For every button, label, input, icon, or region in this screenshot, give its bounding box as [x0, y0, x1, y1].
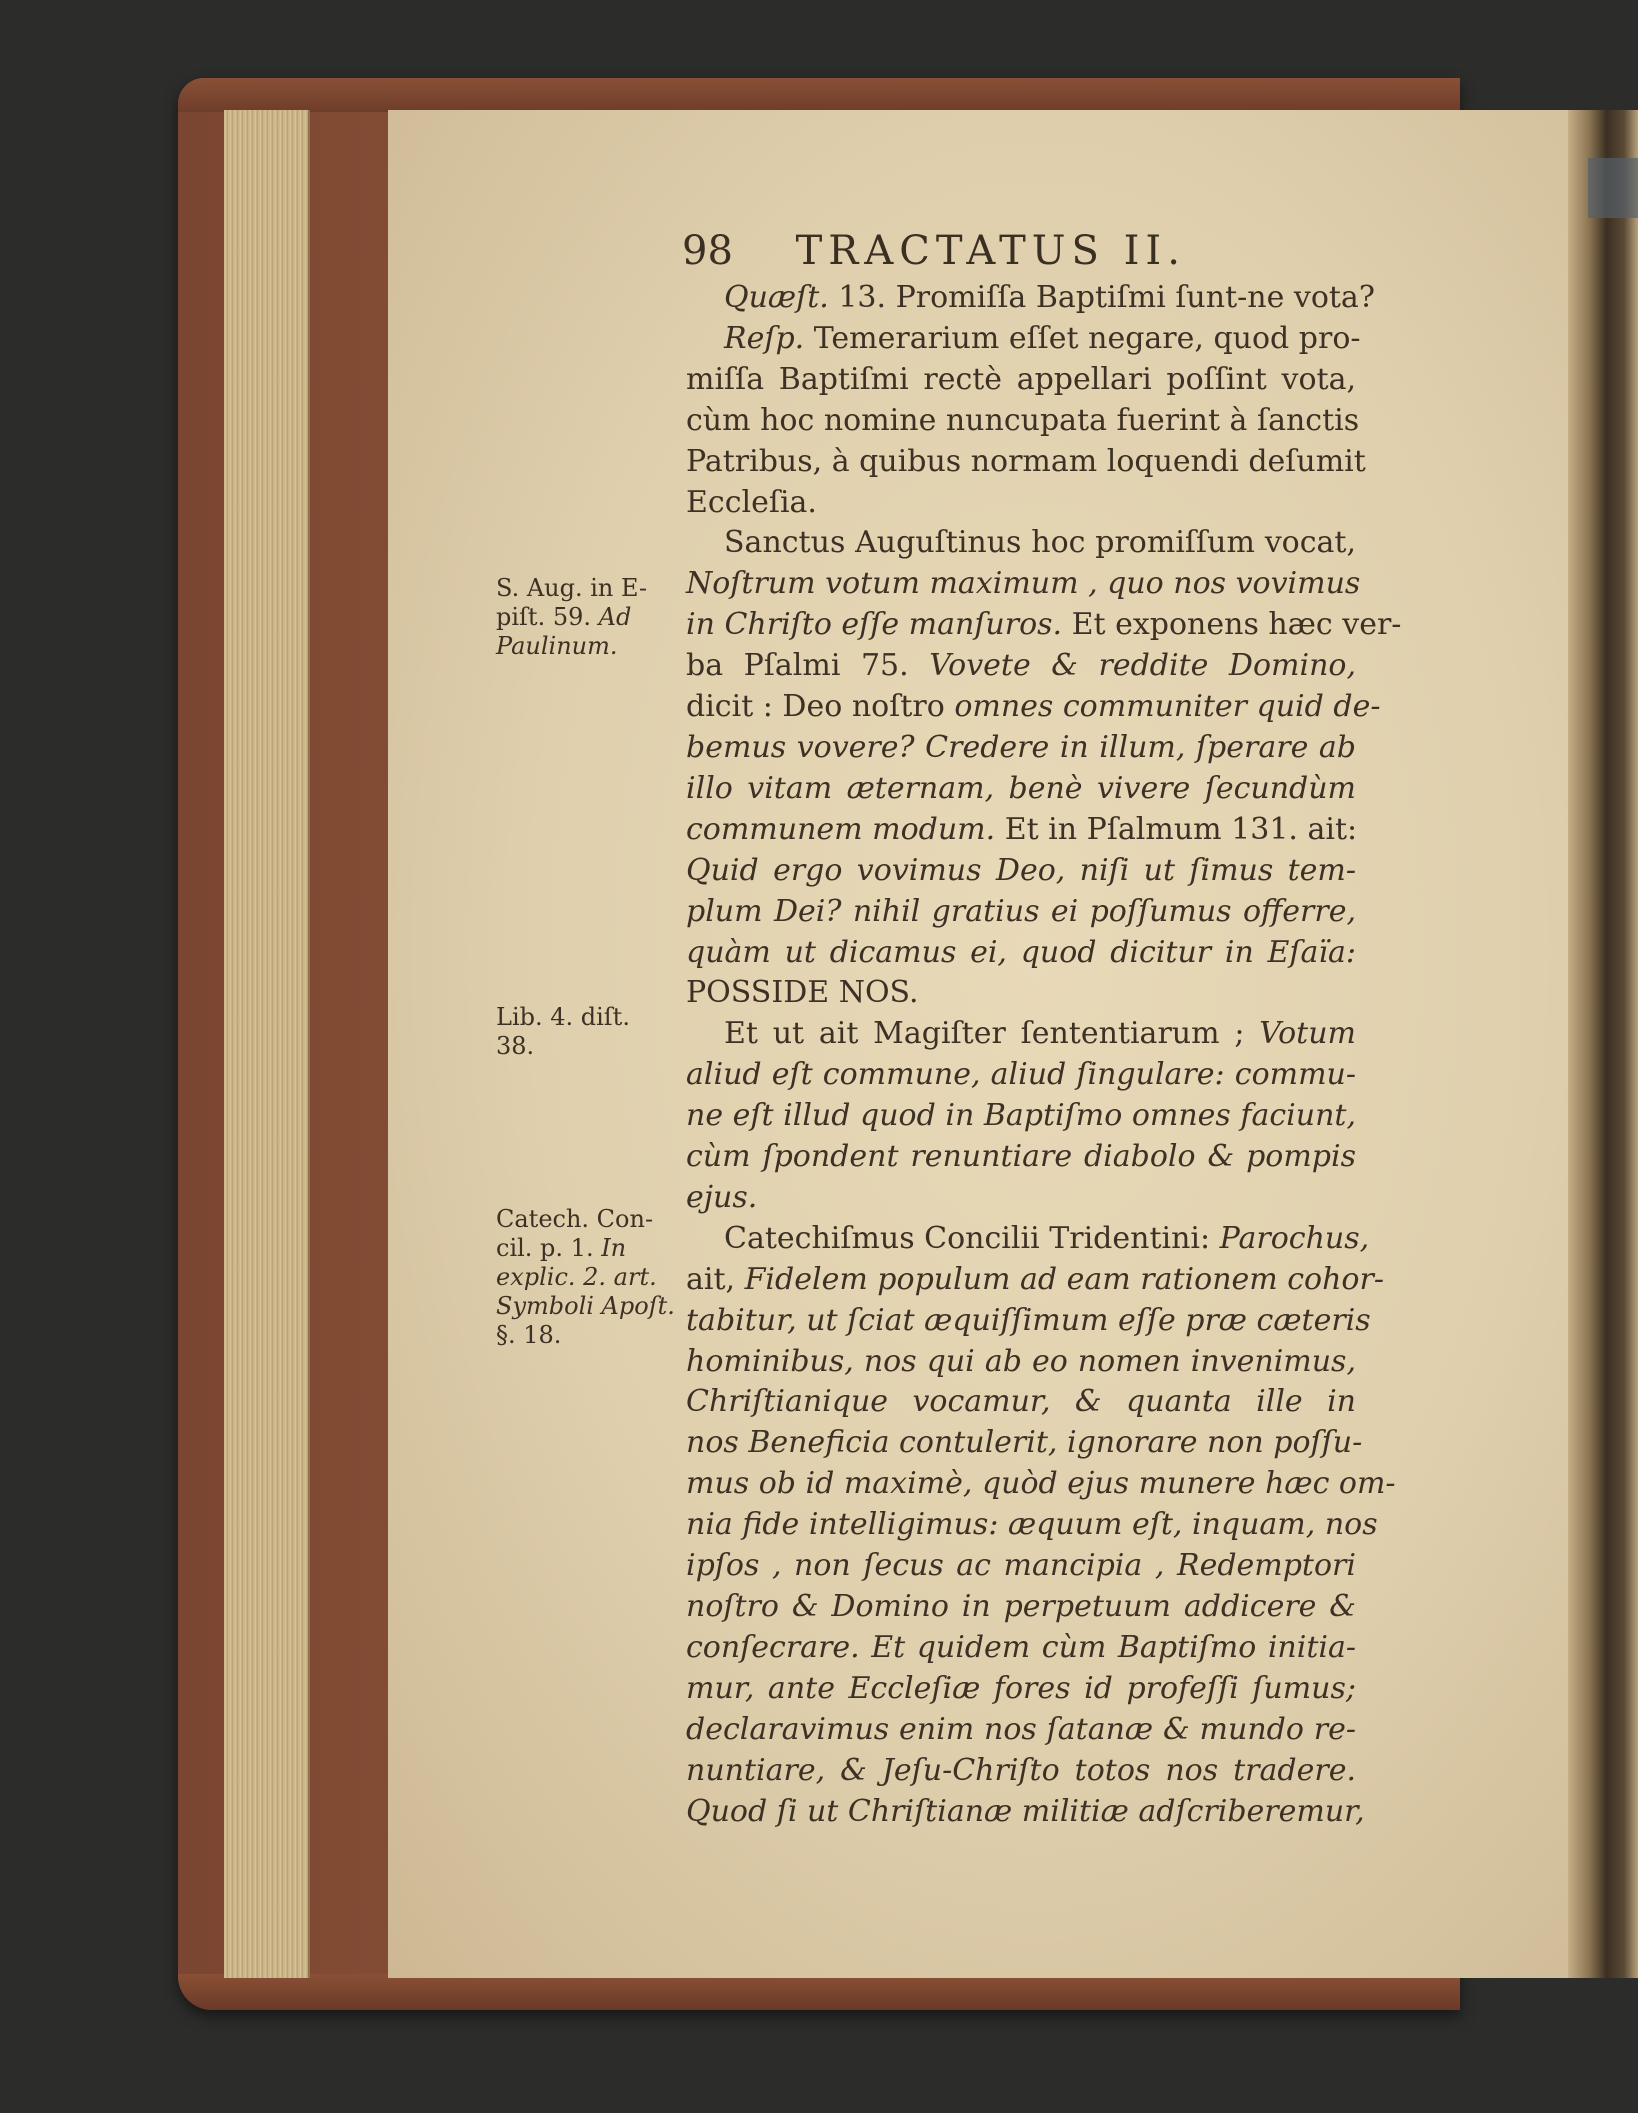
margin-note-line	[496, 1321, 676, 1350]
text-line	[686, 1055, 1356, 1096]
text-line	[686, 1342, 1356, 1383]
page-edges	[224, 110, 310, 1978]
text-run: 38.	[496, 1032, 535, 1060]
italic-text: nos Beneficia contulerit, ignorare non poſſu-	[686, 1425, 1363, 1461]
italic-text: illo vitam æternam, benè vivere ſecundùm	[686, 770, 1356, 806]
text-line	[686, 1014, 1356, 1055]
text-line	[686, 1301, 1371, 1342]
italic-text: Quod ſi ut Chriſtianæ militiæ adſcriberemur,	[686, 1793, 1365, 1829]
text-line	[686, 1792, 1365, 1833]
italic-text: Reſp.	[724, 320, 805, 356]
italic-text: Quid ergo vovimus Deo, niſi ut ſimus tem-	[686, 852, 1356, 888]
page-header	[682, 228, 1302, 274]
text-line	[686, 1423, 1363, 1464]
text-line	[686, 687, 1381, 728]
text-line	[686, 1669, 1356, 1710]
italic-text: In	[601, 1234, 627, 1262]
spine-strip	[1588, 158, 1638, 218]
text-line	[686, 483, 1356, 524]
text-run: §. 18.	[496, 1321, 562, 1349]
margin-note-line	[496, 1263, 676, 1292]
italic-text: hominibus, nos qui ab eo nomen invenimus,	[686, 1343, 1356, 1379]
text-run: miſſa Baptiſmi rectè appellari poſſint vota,	[686, 361, 1356, 397]
text-run: S. Aug. in E-	[496, 574, 648, 602]
italic-text: nuntiare, & Jeſu-Chriſto totos nos tradere.	[686, 1752, 1356, 1788]
text-line	[686, 442, 1366, 483]
body-text	[686, 278, 1402, 1832]
text-run: piſt. 59.	[496, 603, 599, 631]
italic-text: ne eſt illud quod in Baptiſmo omnes faciunt,	[686, 1098, 1356, 1134]
margin-note-line	[496, 1003, 676, 1032]
book-cover-top	[178, 78, 1460, 112]
margin-note-line	[496, 574, 676, 603]
text-line	[686, 523, 1356, 564]
text-line	[686, 605, 1402, 646]
text-run: ait,	[686, 1261, 745, 1297]
margin-note-line	[496, 1234, 676, 1263]
italic-text: noſtro & Domino in perpetuum addicere &	[686, 1589, 1356, 1624]
text-line	[686, 360, 1356, 401]
italic-text: Ad	[598, 603, 632, 631]
text-run: Lib. 4. diſt.	[496, 1003, 630, 1031]
page-number: 98	[682, 228, 733, 274]
text-run: dicit : Deo noſtro	[686, 689, 955, 725]
text-line	[686, 278, 1375, 319]
text-run: Catech. Con-	[496, 1205, 654, 1233]
margin-note-line	[496, 1032, 676, 1061]
text-run: Sanctus Auguſtinus hoc promiſſum vocat,	[724, 525, 1356, 561]
text-line	[686, 1219, 1370, 1260]
italic-text: mus ob id maximè, quòd ejus munere hæc om-	[686, 1466, 1396, 1502]
italic-text: Symboli Apoſt.	[496, 1292, 675, 1320]
text-line	[686, 646, 1356, 687]
italic-text: aliud eſt commune, aliud ſingulare: commu-	[686, 1057, 1356, 1093]
italic-text: declaravimus enim nos ſatanæ & mundo re-	[686, 1711, 1356, 1747]
italic-text: quàm ut dicamus ei, quod dicitur in Eſaïa:	[686, 934, 1356, 970]
text-run: Eccleſia.	[686, 484, 817, 520]
margin-note	[496, 1205, 676, 1350]
text-line	[686, 1137, 1356, 1178]
text-run: Temerarium eſſet negare, quod pro-	[804, 320, 1361, 356]
italic-text: Votum	[1259, 1016, 1356, 1052]
italic-text: Chriſtianique vocamur, & quanta ille in	[686, 1384, 1356, 1420]
text-run: POSSIDE NOS.	[686, 975, 919, 1011]
margin-note	[496, 574, 676, 661]
text-run: Patribus, à quibus normam loquendi deſumit	[686, 443, 1366, 479]
italic-text: ipſos , non ſecus ac mancipia , Redemptori	[686, 1548, 1356, 1584]
italic-text: tabitur, ut ſciat æquiſſimum eſſe præ cæteris	[686, 1302, 1371, 1338]
text-line	[686, 1505, 1378, 1546]
italic-text: ejus.	[686, 1179, 758, 1215]
text-run: Et exponens hæc ver-	[1062, 607, 1402, 643]
text-run: Catechiſmus Concilii Tridentini:	[724, 1220, 1220, 1256]
page-title: TRACTATUS II.	[795, 228, 1186, 274]
italic-text: Quæſt.	[724, 280, 829, 315]
text-line	[686, 1628, 1356, 1669]
text-line	[686, 1546, 1356, 1587]
text-run: 13. Promiſſa Baptiſmi ſunt-ne vota?	[828, 280, 1375, 315]
text-line	[686, 1751, 1356, 1792]
italic-text: conſecrare. Et quidem cùm Baptiſmo initia-	[686, 1629, 1356, 1665]
italic-text: Noſtrum votum maximum , quo nos vovimus	[686, 566, 1361, 602]
text-line	[686, 933, 1356, 974]
text-line	[686, 1710, 1356, 1751]
text-run: ba Pſalmi 75.	[686, 648, 930, 684]
italic-text: mur, ante Eccleſiæ fores id profeſſi ſumus;	[686, 1670, 1356, 1706]
margin-note-line	[496, 632, 676, 661]
italic-text: bemus vovere? Credere in illum, ſperare ab	[686, 729, 1356, 765]
text-line	[686, 1587, 1356, 1628]
italic-text: Paulinum.	[496, 632, 618, 660]
text-line	[686, 564, 1361, 605]
text-line	[686, 728, 1356, 769]
text-line	[686, 1178, 1356, 1219]
text-line	[686, 892, 1356, 933]
italic-text: in Chriſto eſſe manſuros.	[686, 607, 1063, 643]
gutter	[1568, 110, 1638, 1978]
text-line	[686, 1382, 1356, 1423]
italic-text: Fidelem populum ad eam rationem cohor-	[744, 1261, 1384, 1297]
text-line	[686, 851, 1356, 892]
italic-text: explic. 2. art.	[496, 1263, 657, 1291]
text-line	[686, 401, 1360, 442]
text-line	[686, 1096, 1356, 1137]
italic-text: omnes communiter quid de-	[954, 689, 1381, 725]
text-line	[686, 319, 1361, 360]
text-line	[686, 973, 1356, 1014]
italic-text: Parochus,	[1219, 1220, 1370, 1256]
text-run: Et ut ait Magiſter ſententiarum ;	[724, 1016, 1260, 1052]
text-line	[686, 1260, 1384, 1301]
margin-note-line	[496, 1205, 676, 1234]
margin-note-line	[496, 603, 676, 632]
italic-text: Vovete & reddite Domino,	[929, 648, 1356, 684]
book-cover-bottom	[178, 1974, 1460, 2010]
text-run: cùm hoc nomine nuncupata fuerint à ſanctis	[686, 402, 1360, 438]
margin-note	[496, 1003, 676, 1061]
text-line	[686, 769, 1356, 810]
text-run: Et in Pſalmum 131. ait:	[995, 811, 1358, 847]
text-line	[686, 1464, 1396, 1505]
italic-text: communem modum.	[686, 811, 996, 847]
margin-note-line	[496, 1292, 676, 1321]
italic-text: plum Dei? nihil gratius ei poſſumus offerre,	[686, 893, 1356, 929]
italic-text: nia fide intelligimus: æquum eſt, inquam, nos	[686, 1507, 1378, 1543]
text-line	[686, 810, 1356, 851]
italic-text: cùm ſpondent renuntiare diabolo & pompis	[686, 1139, 1356, 1175]
text-run: cil. p. 1.	[496, 1234, 602, 1262]
